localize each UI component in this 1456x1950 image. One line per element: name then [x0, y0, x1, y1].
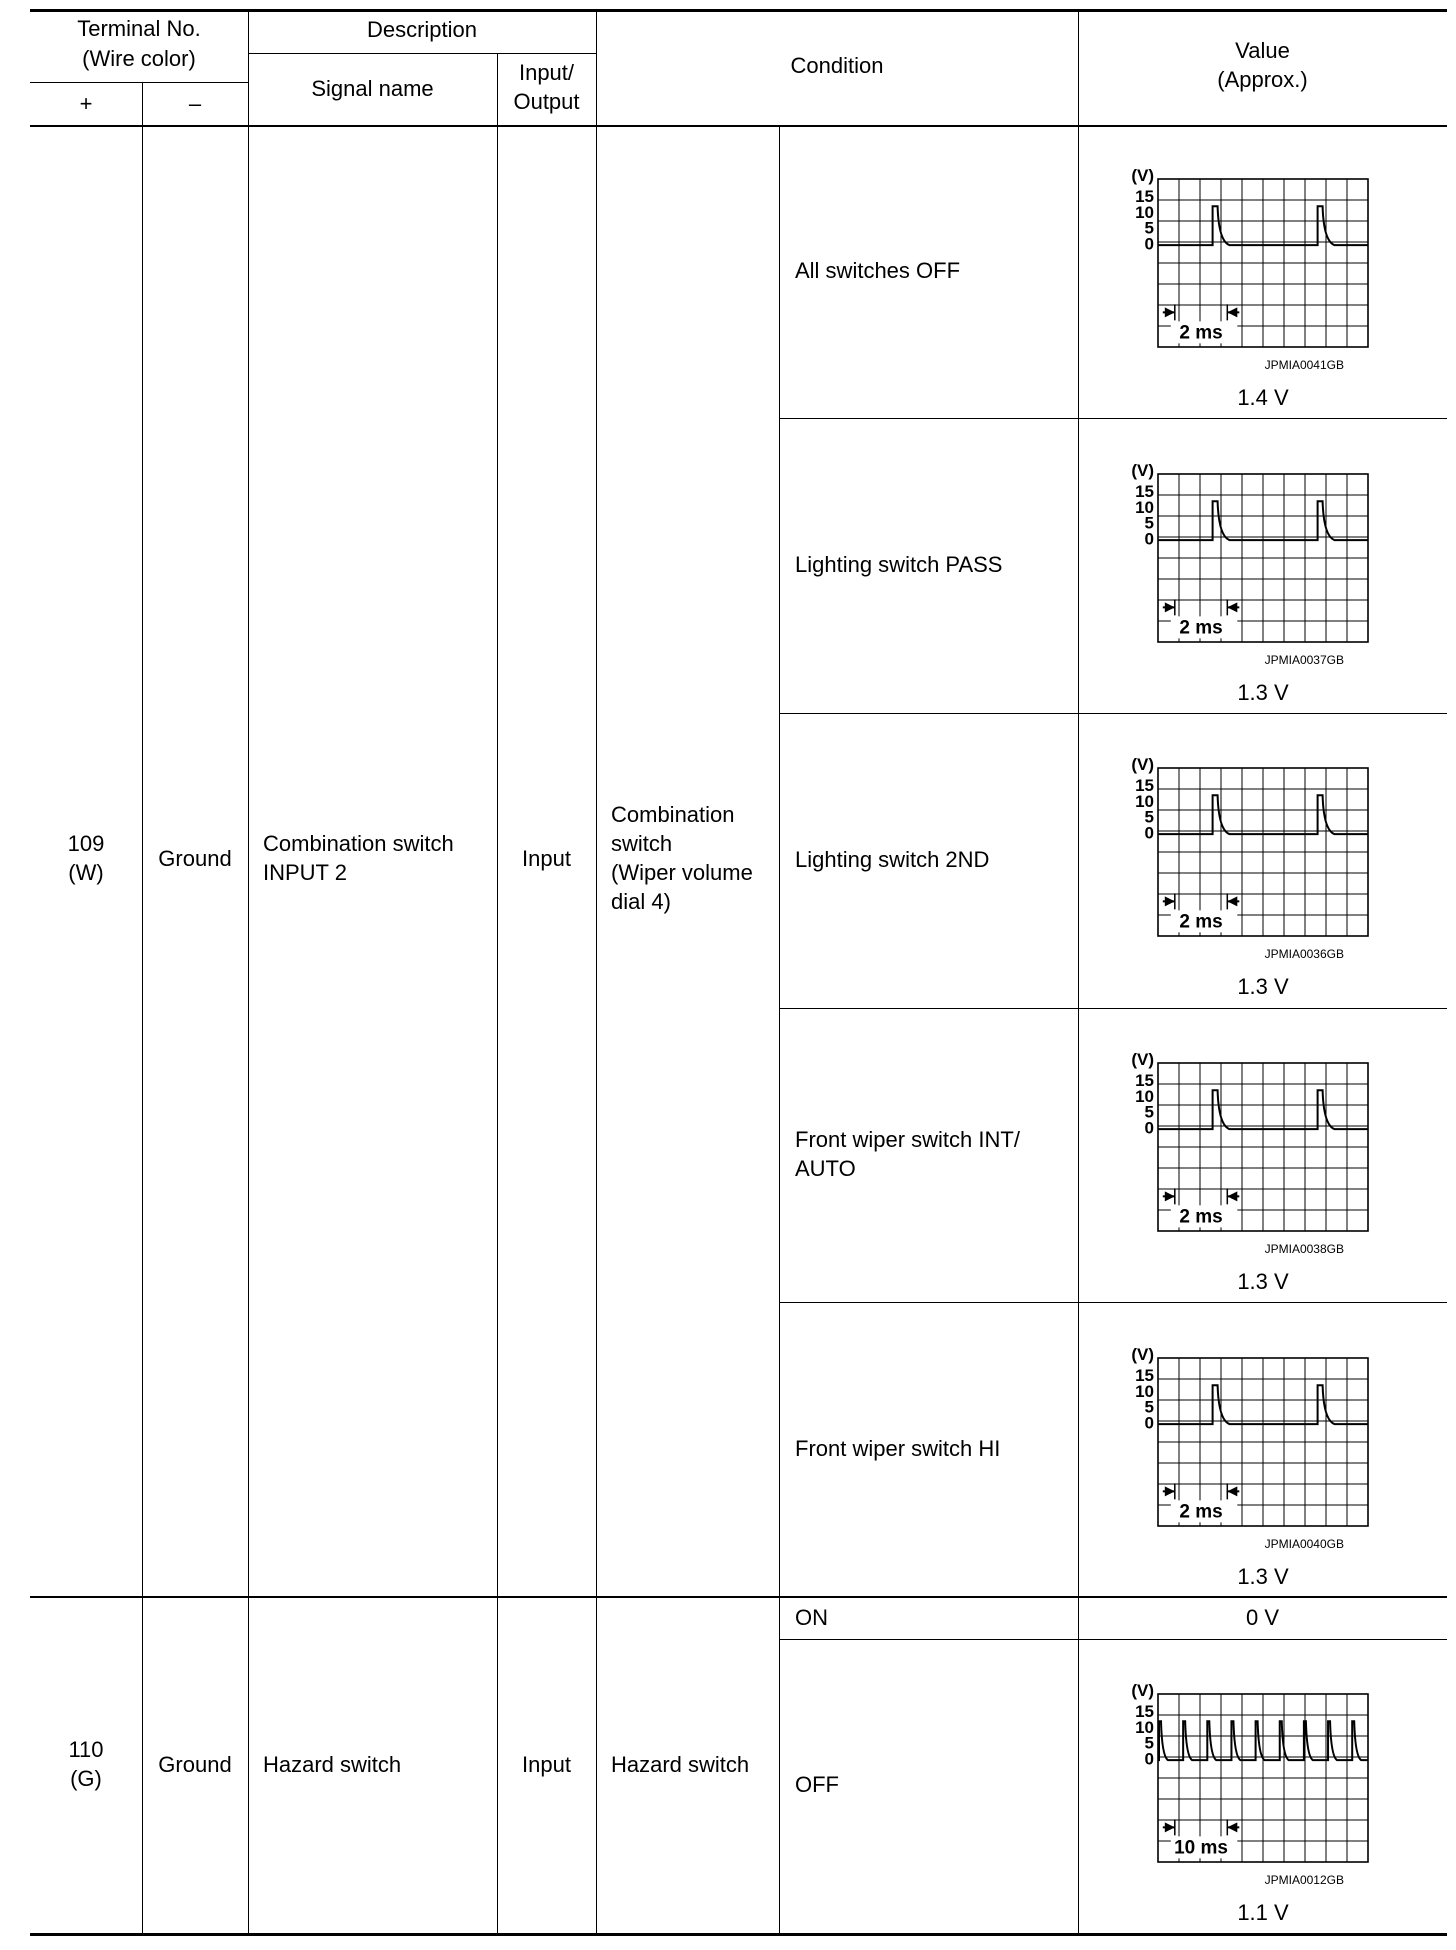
- y-tick-label: 10: [1135, 1717, 1154, 1737]
- time-arrow-head: [1227, 896, 1237, 906]
- y-tick-label: 15: [1135, 1071, 1154, 1090]
- waveform-all-switches-off: [1080, 165, 1380, 410]
- waveform-lighting-2nd: [1080, 754, 1380, 999]
- value-text: 1.1 V: [1237, 1900, 1289, 1925]
- condition-main-109-2: switch: [611, 831, 673, 856]
- oscilloscope-chart: [1080, 460, 1380, 670]
- wire-color-109: (W): [68, 860, 104, 885]
- value-text: 1.3 V: [1237, 974, 1289, 999]
- time-arrow-head: [1165, 1822, 1175, 1832]
- y-tick-label: 0: [1144, 1749, 1154, 1769]
- time-arrow-head: [1165, 896, 1175, 906]
- header-value-2: (Approx.): [1217, 67, 1308, 92]
- header-value-1: Value: [1235, 38, 1290, 63]
- figure-code: JPMIA0038GB: [1264, 1242, 1344, 1256]
- figure-code: JPMIA0037GB: [1264, 653, 1344, 667]
- y-unit-label: (V): [1131, 1345, 1154, 1364]
- y-tick-label: 0: [1144, 1118, 1154, 1138]
- figure-code: JPMIA0041GB: [1264, 358, 1344, 372]
- time-scale-label: 2 ms: [1179, 617, 1223, 639]
- header-io-1: Input/: [518, 60, 575, 85]
- y-unit-label: (V): [1131, 1050, 1154, 1069]
- y-tick-label: 10: [1135, 497, 1154, 517]
- condition-front-wiper-hi: Front wiper switch HI: [795, 1436, 1001, 1461]
- y-tick-label: 15: [1135, 776, 1154, 795]
- time-scale-label: 2 ms: [1179, 911, 1223, 933]
- y-tick-label: 5: [1144, 218, 1154, 238]
- value-text: 1.3 V: [1237, 1269, 1289, 1294]
- value-on: 0 V: [1245, 1605, 1280, 1630]
- header-signal-name: Signal name: [311, 76, 434, 101]
- oscilloscope-chart: [1080, 165, 1380, 375]
- value-text: 1.4 V: [1237, 385, 1289, 410]
- signal-name-109-2: INPUT 2: [263, 860, 347, 885]
- header-wire-color: (Wire color): [82, 46, 196, 71]
- time-arrow-head: [1227, 1822, 1237, 1832]
- header-condition: Condition: [790, 53, 884, 78]
- y-tick-label: 5: [1144, 1102, 1154, 1122]
- header-plus: +: [79, 91, 93, 116]
- oscilloscope-chart: [1080, 754, 1380, 964]
- condition-main-109-1: Combination: [611, 802, 735, 827]
- header-io-2: Output: [513, 89, 580, 114]
- terminal-minus-109: Ground: [158, 846, 232, 871]
- y-unit-label: (V): [1131, 755, 1154, 774]
- y-tick-label: 15: [1135, 1366, 1154, 1385]
- io-109: Input: [522, 846, 571, 871]
- condition-front-wiper-int-2: AUTO: [795, 1156, 856, 1181]
- figure-code: JPMIA0036GB: [1264, 947, 1344, 961]
- time-arrow-head: [1227, 307, 1237, 317]
- waveform-lighting-pass: [1080, 460, 1380, 705]
- time-arrow-head: [1227, 602, 1237, 612]
- value-text: 1.3 V: [1237, 1564, 1289, 1589]
- terminal-plus-109: 109: [67, 831, 105, 856]
- figure-code: JPMIA0012GB: [1264, 1873, 1344, 1887]
- wire-color-110: (G): [70, 1766, 102, 1791]
- time-arrow-head: [1165, 1486, 1175, 1496]
- y-unit-label: (V): [1131, 1681, 1154, 1700]
- y-tick-label: 10: [1135, 1381, 1154, 1401]
- y-tick-label: 15: [1135, 1702, 1154, 1721]
- condition-off: OFF: [795, 1772, 839, 1797]
- oscilloscope-chart: [1080, 1680, 1380, 1890]
- time-arrow-head: [1165, 602, 1175, 612]
- terminal-plus-110: 110: [68, 1737, 104, 1762]
- condition-main-109-4: dial 4): [611, 889, 671, 914]
- y-unit-label: (V): [1131, 166, 1154, 185]
- oscilloscope-chart: [1080, 1049, 1380, 1259]
- condition-all-switches-off: All switches OFF: [795, 258, 961, 283]
- figure-code: JPMIA0040GB: [1264, 1537, 1344, 1551]
- y-tick-label: 5: [1144, 513, 1154, 533]
- time-arrow-head: [1165, 1191, 1175, 1201]
- y-tick-label: 15: [1135, 482, 1154, 501]
- io-110: Input: [522, 1752, 571, 1777]
- y-tick-label: 15: [1135, 187, 1154, 206]
- signal-name-110: Hazard switch: [263, 1752, 402, 1777]
- condition-lighting-2nd: Lighting switch 2ND: [795, 847, 990, 872]
- y-tick-label: 10: [1135, 202, 1154, 222]
- condition-main-109-3: (Wiper volume: [611, 860, 753, 885]
- waveform-hazard-off: [1080, 1680, 1380, 1925]
- y-tick-label: 5: [1144, 807, 1154, 827]
- header-terminal-no: Terminal No.: [77, 16, 201, 41]
- y-tick-label: 10: [1135, 791, 1154, 811]
- waveform-front-wiper-int: [1080, 1049, 1380, 1294]
- y-tick-label: 5: [1144, 1733, 1154, 1753]
- y-tick-label: 0: [1144, 529, 1154, 549]
- y-tick-label: 10: [1135, 1086, 1154, 1106]
- time-arrow-head: [1227, 1191, 1237, 1201]
- y-tick-label: 0: [1144, 234, 1154, 254]
- condition-front-wiper-int-1: Front wiper switch INT/: [795, 1127, 1020, 1152]
- waveform-front-wiper-hi: [1080, 1344, 1380, 1589]
- terminal-minus-110: Ground: [158, 1752, 232, 1777]
- y-tick-label: 0: [1144, 1413, 1154, 1433]
- condition-lighting-pass: Lighting switch PASS: [795, 552, 1003, 577]
- time-scale-label: 2 ms: [1179, 1501, 1223, 1523]
- oscilloscope-chart: [1080, 1344, 1380, 1554]
- time-scale-label: 2 ms: [1179, 1206, 1223, 1228]
- time-arrow-head: [1227, 1486, 1237, 1496]
- value-text: 1.3 V: [1237, 680, 1289, 705]
- time-arrow-head: [1165, 307, 1175, 317]
- header-minus: –: [188, 91, 202, 116]
- header-description: Description: [366, 17, 478, 42]
- time-scale-label: 10 ms: [1174, 1837, 1228, 1859]
- y-tick-label: 0: [1144, 823, 1154, 843]
- condition-main-110: Hazard switch: [611, 1752, 750, 1777]
- y-unit-label: (V): [1131, 461, 1154, 480]
- signal-name-109-1: Combination switch: [263, 831, 454, 856]
- y-tick-label: 5: [1144, 1397, 1154, 1417]
- time-scale-label: 2 ms: [1179, 322, 1223, 344]
- condition-on: ON: [795, 1605, 828, 1630]
